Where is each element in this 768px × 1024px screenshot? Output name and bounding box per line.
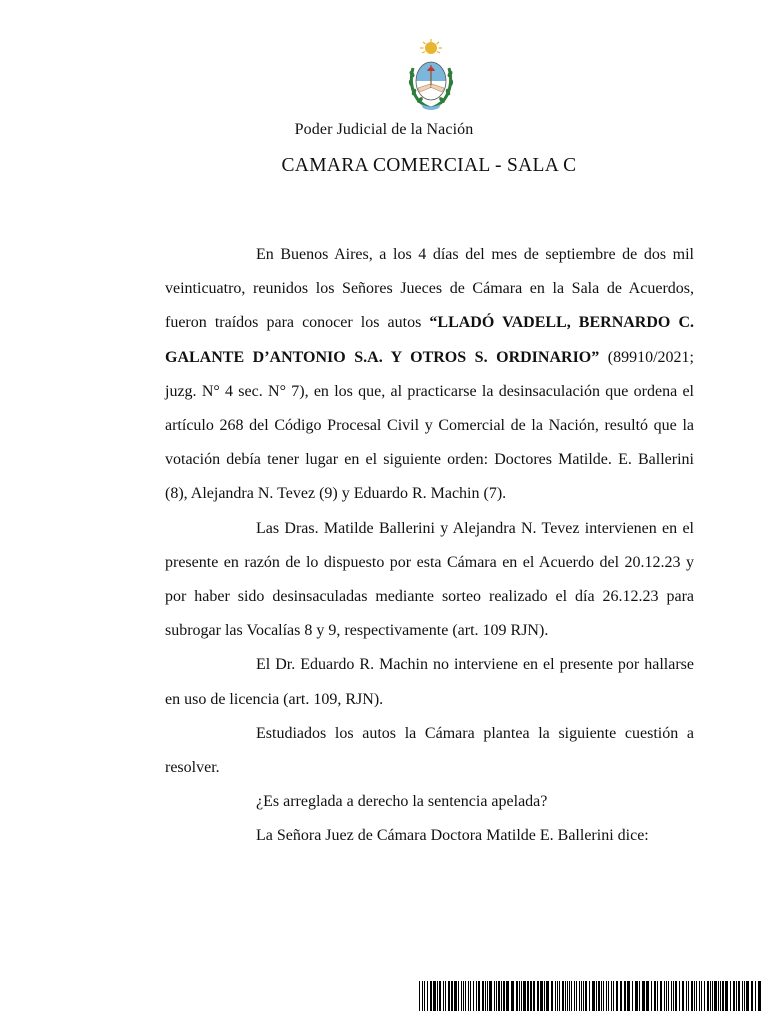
sun-icon: [420, 39, 442, 54]
case-title: “LLADÓ VADELL, BERNARDO C. GALANTE D’ANTONIO S.A. Y OTROS S. ORDINARIO”: [165, 314, 694, 366]
paragraph-question: ¿Es arreglada a derecho la sentencia apelada?: [256, 793, 548, 811]
coat-of-arms-icon: [404, 38, 458, 112]
paragraph-vote: La Señora Juez de Cámara Doctora Matilde E. Ballerini dice:: [256, 827, 649, 845]
institution-heading: Poder Judicial de la Nación: [294, 121, 474, 138]
document-body: [165, 238, 694, 854]
paragraph-question-intro: Estudiados los autos la Cámara plantea la siguiente cuestión a resolver.: [165, 724, 694, 777]
paragraph-judges: Las Dras. Matilde Ballerini y Alejandra N. Tevez intervienen en el presente en razón de lo dispuesto por esta Cámara en el Acuerdo del 20.12.23 y por haber sido desinsaculadas mediante sorteo realizado el día 26.12.23 para subrogar las Vocalías 8 y 9, respectivamente (art. 109 RJN).: [165, 519, 694, 640]
paragraph-intro-text: En Buenos Aires, a los 4 días del mes de septiembre de dos mil veinticuatro, reunidos los Señores Jueces de Cámara en la Sala de Acuerdos, fueron traídos para conocer los autos: [165, 246, 694, 332]
paragraph-intro: [165, 238, 694, 512]
paragraph-intro-rest: (89910/2021; juzg. N° 4 sec. N° 7), en los que, al practicarse la desinsaculación que ordena el artículo 268 del Código Procesal Civil y Comercial de la Nación, resultó que la votación debía tener lugar en el siguiente orden: Doctores Matilde. E. Ballerini (8), Alejandra N. Tevez (9) y Eduardo R. Machin (7).: [165, 348, 695, 503]
paragraph-machin: El Dr. Eduardo R. Machin no interviene en el presente por hallarse en uso de licencia (art. 109, RJN).: [165, 656, 694, 708]
court-heading: CAMARA COMERCIAL - SALA C: [281, 155, 577, 176]
barcode-icon: [419, 981, 761, 1011]
